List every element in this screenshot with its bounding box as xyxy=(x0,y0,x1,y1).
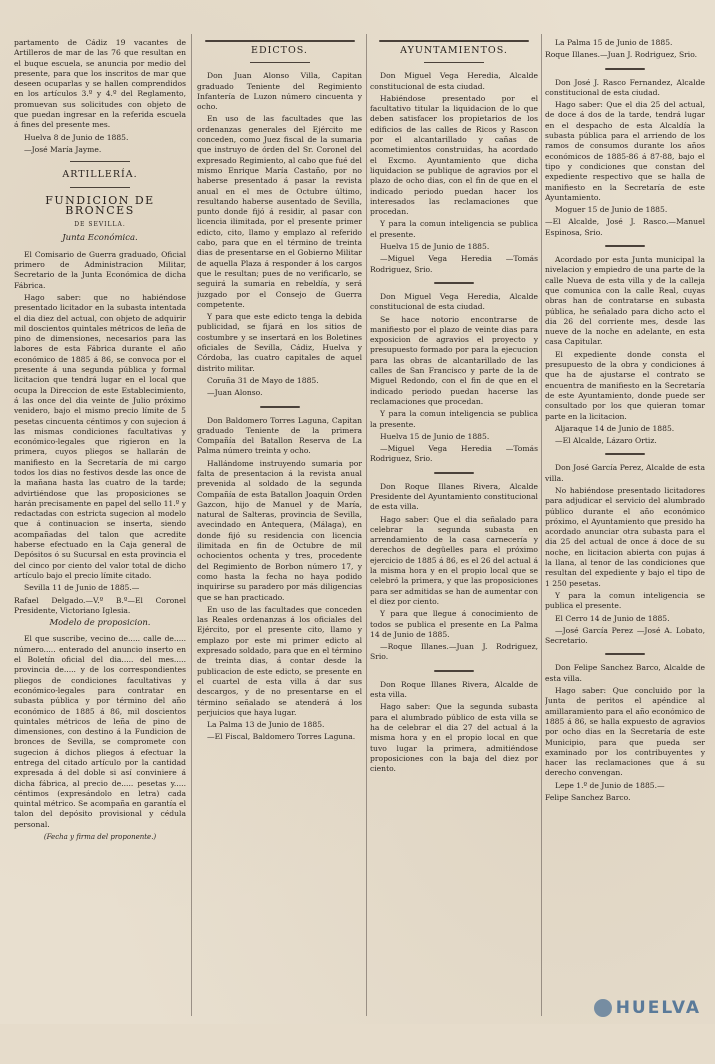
text-block: Habiéndose presentado por el facultativo titular la liquidacion de lo que deben satisfacer los propietarios de los edificios de las calles de Ricos y Rascon por el alcantarillado y cañas de acometimientos construidas, ha acordado el Excmo. Ayuntamiento que dicha liquidacion se publique de agravios por el plazo de ocho dias, con el fin de que en el indicado periodo puedan hacer los interesados las reclamaciones que procedan. xyxy=(370,93,538,217)
column-divider xyxy=(541,34,542,1016)
archive-watermark xyxy=(594,998,701,1018)
dateline: Moguer 15 de Junio de 1885. xyxy=(555,205,668,215)
separator xyxy=(70,187,130,188)
section-heading: FUNDICION DE BRONCES xyxy=(45,193,155,217)
separator xyxy=(205,40,355,42)
watermark-text: HUELVA xyxy=(615,998,701,1018)
text-block: Don Roque Illanes Rivera, Alcalde de esta villa. xyxy=(370,679,538,700)
signature: —El Alcalde, José J. Rasco.—Manuel Espinosa, Srio. xyxy=(545,217,705,237)
dateline: Sevilla 11 de Junio de 1885.— xyxy=(24,583,140,593)
separator xyxy=(605,245,645,247)
section-heading: EDICTOS. xyxy=(251,45,308,56)
column-divider xyxy=(191,34,192,1016)
section-subheading: Modelo de proposicion. xyxy=(49,618,151,629)
archive-logo-icon xyxy=(594,999,612,1017)
dateline: Huelva 15 de Junio de 1885. xyxy=(380,242,490,252)
footnote: (Fecha y firma del proponente.) xyxy=(43,833,157,842)
column-4 xyxy=(545,0,705,1062)
text-block: Y para que este edicto tenga la debida publicidad, se fijará en los sitios de costumbre y se insertará en los Boletines oficiales de Sevilla, Cádiz, Huelva y Córdoba, las cuatro capitales de aquel distrito militar. xyxy=(197,312,362,373)
text-block: Hallándome instruyendo sumaria por falta de presentacion á la revista anual prevenida al soldado de la segunda Compañía de esta Batallon Joaquin Orden Gazcon, hijo de Manuel y de María, natural de Salteras, provincia de Sevilla, avecindado en Antequera, (Málaga), en donde fijó su residencia con licencia ilimitada en fin de Octubre de mil ochocientos ochenta y tres, procedente del Regimiento de Borbon número 17, y como hasta la fecha no haya podido inquirirse su paradero por más diligencias que se han practicado. xyxy=(197,458,362,602)
text-block: Se hace notorio encontrarse de manifiesto por el plazo de veinte dias para exposicion de agravios el proyecto y presupuesto formado por para la ejecucion para las obras de alcantarillado de las calles de San Francisco y parte de la de Miguel Redondo, con el fin de que en el indicado periodo puedan hacerse las reclamaciones que procedan. xyxy=(370,314,538,406)
dateline: La Palma 13 de Junio de 1885. xyxy=(207,720,325,730)
text-block: Don Miguel Vega Heredia, Alcalde constitucional de esta ciudad. xyxy=(370,71,538,91)
text-block: No habiéndose presentado licitadores para adjudicar el servicio del alumbrado público durante el año económico próximo, el Ayuntamiento que presido ha acordado anunciar otra subasta para el dia 25 del actual de once á doce de su noche, en licitacion abierta con pujas á la llana, al tenor de las condiciones que resultan del expediente y bajo el tipo de 1 250 pesetas. xyxy=(545,485,705,588)
signature: —Roque Illanes.—Juan J. Rodriguez, Srio. xyxy=(370,642,538,662)
separator xyxy=(424,62,484,63)
separator xyxy=(434,472,474,474)
signature: —El Alcalde, Lázaro Ortiz. xyxy=(555,436,657,446)
dateline: El Cerro 14 de Junio de 1885. xyxy=(555,613,670,623)
text-block: El que suscribe, vecino de..... calle de..... número..... enterado del anuncio inserto en el Boletín oficial del dia..... del mes..... provincia de..... y de los correspondientes pliegos de condiciones facultativas y económico-legales para contratar en subasta pública y por término del año económico de 1885 á 86, mil doscientos quintales métricos de leña de pino de dimensiones, con destino á la Fundicion de bronces de Sevilla, se compromete con sugecion á dichos pliegos á efectuar la entrega del citado artículo por la cantidad expresada á del doble si así conviniere á dicha fábrica, al precio de..... pesetas y..... céntimos (expresándolo en letra) cada quintal métrico. Se acompaña en garantía el talon del depósito provisional y cédula personal. xyxy=(14,634,186,829)
text-block: Don Baldomero Torres Laguna, Capitan graduado Teniente de la primera Compañía del Batallon Reserva de La Palma número treinta y ocho. xyxy=(197,415,362,456)
dateline: Huelva 15 de Junio de 1885. xyxy=(380,431,490,441)
text-block: Y para que llegue á conocimiento de todos se publica el presente en La Palma 14 de Junio de 1885. xyxy=(370,609,538,639)
text-block: El Comisario de Guerra graduado, Oficial primero de Administracion Militar, Secretario de la Junta Económica de dicha Fábrica. xyxy=(14,249,186,290)
text-block: Y para la comun inteligencia se publica el presente. xyxy=(545,590,705,611)
text-block: Don José García Perez, Alcalde de esta villa. xyxy=(545,463,705,483)
separator xyxy=(434,282,474,284)
column-1 xyxy=(14,0,186,1062)
text-block: Hago saber: Que el dia señalado para celebrar la segunda subasta en arrendamiento de la casa carnecería y derechos de degüelles para el próximo ejercicio de 1885 á 86, es el 26 del actual á la misma hora y en el propio local que se celebró la primera, y que las proposiciones para ser admitidas se han de aumentar con el diez por ciento. xyxy=(370,514,538,606)
text-block: Don Miguel Vega Heredia, Alcalde constitucional de esta ciudad. xyxy=(370,291,538,312)
text-block: Hago saber: Que el dia 25 del actual, de doce á dos de la tarde, tendrá lugar en el despacho de esta Alcaldía la subasta pública para el arriendo de los ramos de consumos durante los años económicos de 1885-86 á 87-88, bajo el tipo y condiciones que constan del expediente respectivo que se halla de manifiesto en la Secretaría de este Ayuntamiento. xyxy=(545,100,705,202)
text-block: partamento de Cádiz 19 vacantes de Artilleros de mar de las 76 que resultan en el buque escuela, se anuncia por medio del presente, para que los inscritos de mar que deseen ocuparlas y se hallen comprendidos en los artículos 3.º y 4.º del Reglamento, promuevan sus solicitudes con objeto de que puedan ingresar en la referida escuela á fines del presente mes. xyxy=(14,38,186,130)
text-block: Don Roque Illanes Rivera, Alcalde Presidente del Ayuntamiento constitucional de esta villa. xyxy=(370,481,538,512)
separator xyxy=(605,68,645,70)
signature: —El Fiscal, Baldomero Torres Laguna. xyxy=(207,732,356,742)
text-block: Don Felipe Sanchez Barco, Alcalde de esta villa. xyxy=(545,663,705,683)
text-block: Y para la comun inteligencia se publica la presente. xyxy=(370,409,538,429)
section-heading: ARTILLERÍA. xyxy=(62,169,138,181)
text-block: Acordado por esta Junta municipal la nivelacion y empiedro de una parte de la calle Nueva de esta villa y de la calleja que comunica con la calle Real, cuyas obras han de contratarse en subasta pública, he señalado para dicho acto el dia 26 del corriente mes, desde las nueve de la noche en adelante, en esta casa Capitular. xyxy=(545,255,705,347)
column-2 xyxy=(197,0,362,1064)
section-subheading: Junta Económica. xyxy=(62,233,138,244)
text-block: Don José J. Rasco Fernandez, Alcalde constitucional de esta ciudad. xyxy=(545,77,705,97)
separator xyxy=(605,453,645,455)
signature: —José García Perez —José A. Lobato, Secretario. xyxy=(545,625,705,646)
separator xyxy=(434,670,474,672)
signature: Roque Illanes.—Juan J. Rodriguez, Srio. xyxy=(545,50,698,60)
column-divider xyxy=(366,34,367,1016)
dateline: Coruña 31 de Mayo de 1885. xyxy=(207,375,319,385)
signature: Felipe Sanchez Barco. xyxy=(545,793,631,802)
dateline: Lepe 1.º de Junio de 1885.— xyxy=(555,780,665,790)
text-block: Hago saber: que no habiéndose presentado licitador en la subasta intentada el dia diez del actual, con objeto de adquirir mil doscientos quintales métricos de leña de pino de dimensiones, necesarios para las labores de esta Fábrica durante el año económico de 1885 á 86, se convoca por el presente á una segunda pública y formal licitacion que tendrá lugar en el local que ocupa la Direccion de este Establecimiento, á las once del dia veinte de Julio próximo venidero, bajo el mismo precio límite de 5 pesetas cincuenta céntimos y con sujecion á las mismas condiciones facultativas y económico-legales que rigieron en la primera, cuyos pliegos se hallarán de manifiesto en la Secretaría de mi cargo todos los dias no festivos desde las once de la mañana hasta las cuatro de la tarde; advirtiéndose que las proposiciones se harán precisamente en papel del sello 11.º y redactadas con estricta sugecion al modelo que á continuacion se inserta, siendo acompañadas del talon que acredite haberse efectuado en la Caja general de Depósitos ó su Sucursal en esta provincia el del cinco por ciento del valor total de dicho artículo bajo el precio límite citado. xyxy=(14,292,186,580)
column-3 xyxy=(370,0,538,1064)
signature: Rafael Delgado.—V.º B.º—El Coronel Presidente, Victoriano Iglesia. xyxy=(14,595,186,615)
separator xyxy=(70,161,130,162)
signature: —Miguel Vega Heredia —Tomás Rodriguez, Srio. xyxy=(370,254,538,274)
separator xyxy=(605,653,645,655)
separator xyxy=(260,406,300,408)
text-block: Hago saber: Que la segunda subasta para el alumbrado público de esta villa se ha de celebrar el dia 27 del actual á la misma hora y en el propio local en que tuvo lugar la primera, admitiéndose proposiciones con la baja del diez por ciento. xyxy=(370,702,538,774)
dateline: La Palma 15 de Junio de 1885. xyxy=(555,38,673,47)
separator xyxy=(250,62,310,63)
text-block: El expediente donde consta el presupuesto de la obra y condiciones á que ha de ajustarse el contrato se encuentra de manifiesto en la Secretaría de este Ayuntamiento, donde puede ser consultado por los que quieran tomar parte en la licitacion. xyxy=(545,349,705,421)
dateline: Huelva 8 de Junio de 1885. xyxy=(24,132,129,142)
text-block: Y para la comun inteligencia se publica el presente. xyxy=(370,219,538,239)
signature: —José María Jayme. xyxy=(24,144,102,154)
signature: —Miguel Vega Heredia —Tomás Rodriguez, Srio. xyxy=(370,444,538,464)
dateline: Aljaraque 14 de Junio de 1885. xyxy=(555,423,675,433)
text-block: Don Juan Alonso Villa, Capitan graduado Teniente del Regimiento Infantería de Luzon número cincuenta y ocho. xyxy=(197,71,362,112)
text-block: Hago saber: Que concluido por la Junta de peritos el apéndice al amillaramiento para el año económico de 1885 á 86, se halla expuesto de agravios por ocho dias en la Secretaría de este Municipio, para que pueda ser examinado por los contribuyentes y hacer las reclamaciones que á su derecho convengan. xyxy=(545,686,705,778)
section-heading: AYUNTAMIENTOS. xyxy=(400,45,508,56)
text-block: En uso de las facultades que las ordenanzas generales del Ejército me conceden, como Juez fiscal de la sumaria que instruyo de órden del Sr. Coronel del expresado Regimiento, al cabo que fué del mismo Enrique María Castaño, por no haberse presentado á pasar la revista anual en el mes de Octubre último, resultando haberse ausentado de Sevilla, punto donde fijó á residir, al pasar con licencia ilimitada, por el presente primer edicto, cito, llamo y emplazo al referido cabo, para que en el término de treinta dias de presentarse en el Gobierno Militar de aquella Plaza á responder á los cargos que le resultan; pues de no verificarlo, se seguirá la sumaria en rebeldía, y será juzgado por el Consejo de Guerra competente. xyxy=(197,114,362,309)
separator xyxy=(379,40,529,42)
signature: —Juan Alonso. xyxy=(207,388,263,398)
section-subheading: DE SEVILLA. xyxy=(74,221,126,229)
text-block: En uso de las facultades que conceden las Reales ordenanzas á los oficiales del Ejército, por el presente cito, llamo y emplazo por este mi primer edicto al expresado soldado, para que en el término de treinta dias, á contar desde la publicacion de este edicto, se presente en el cuartel de esta villa á dar sus descargos, y de no presentarse en el término señalado se atenderá á los perjuicios que haya lugar. xyxy=(197,604,362,717)
